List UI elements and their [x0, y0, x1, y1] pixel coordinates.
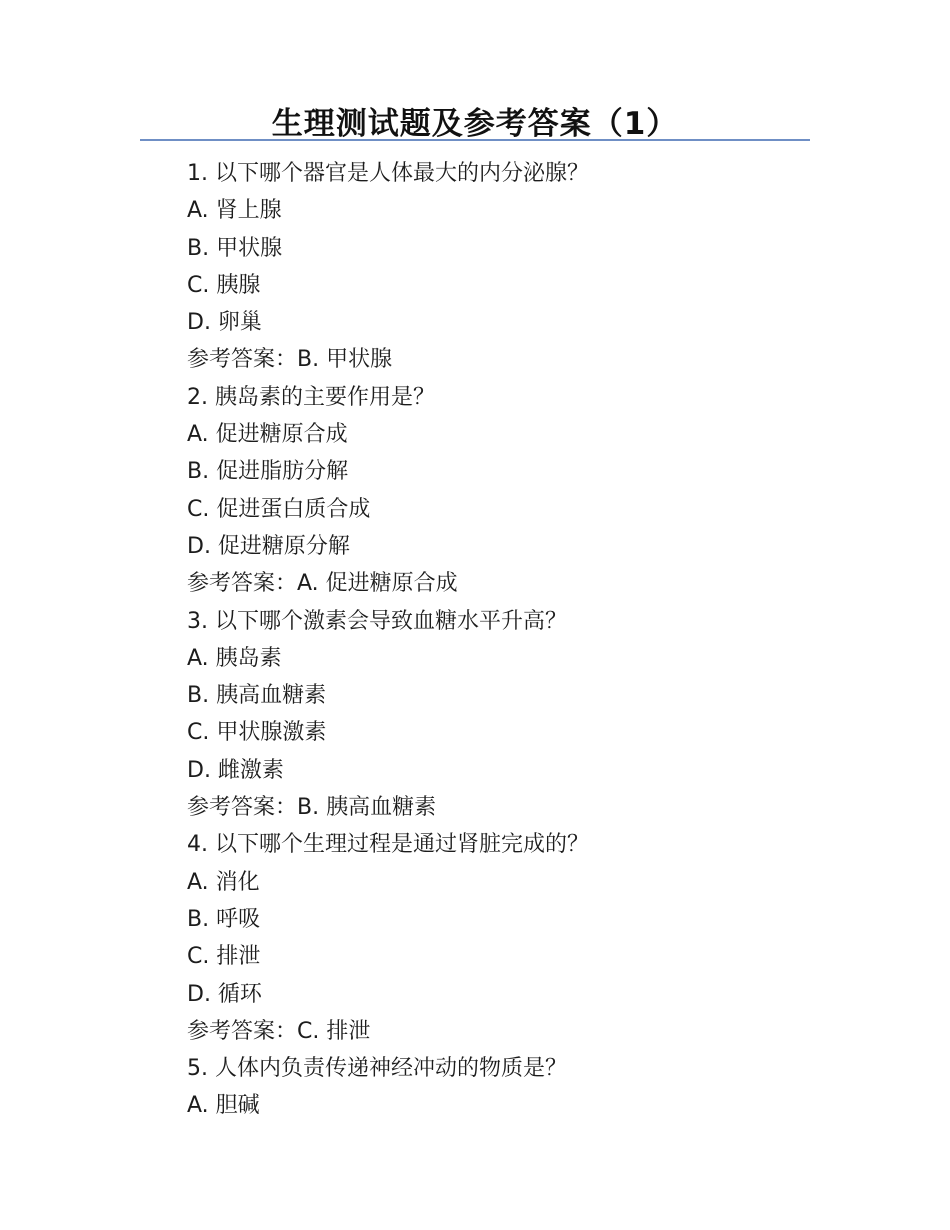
option-text: C. 排泄	[187, 944, 261, 970]
option-text: D. 雌激素	[187, 757, 284, 783]
question-text: 1. 以下哪个器官是人体最大的内分泌腺？	[187, 161, 589, 186]
option-text: A. 消化	[187, 869, 260, 895]
question-text: 5. 人体内负责传递神经冲动的物质是？	[187, 1056, 567, 1082]
option-text: A. 肾上腺	[187, 198, 282, 224]
title-underline	[140, 139, 810, 141]
option-text: B. 胰高血糖素	[187, 683, 327, 709]
answer-text: 参考答案：C. 排泄	[187, 1018, 371, 1044]
answer-text: 参考答案：B. 胰高血糖素	[187, 795, 437, 821]
option-text: D. 促进糖原分解	[187, 533, 350, 559]
option-text: B. 促进脂肪分解	[187, 459, 349, 485]
option-text: A. 胆碱	[187, 1093, 260, 1119]
option-text: A. 促进糖原合成	[187, 422, 348, 448]
document-title: 生理测试题及参考答案（1）	[271, 106, 679, 142]
option-text: D. 循环	[187, 981, 262, 1007]
option-text: C. 促进蛋白质合成	[187, 496, 371, 522]
answer-text: 参考答案：B. 甲状腺	[187, 347, 393, 373]
question-text: 3. 以下哪个激素会导致血糖水平升高？	[187, 608, 567, 634]
question-text: 2. 胰岛素的主要作用是？	[187, 384, 435, 410]
option-text: B. 甲状腺	[187, 235, 283, 261]
option-text: C. 胰腺	[187, 272, 261, 298]
option-text: D. 卵巢	[187, 310, 262, 336]
option-text: C. 甲状腺激素	[187, 720, 327, 746]
option-text: B. 呼吸	[187, 906, 261, 932]
option-text: A. 胰岛素	[187, 645, 282, 671]
question-text: 4. 以下哪个生理过程是通过肾脏完成的？	[187, 832, 589, 858]
question-list	[187, 155, 787, 1125]
answer-text: 参考答案：A. 促进糖原合成	[187, 571, 458, 597]
